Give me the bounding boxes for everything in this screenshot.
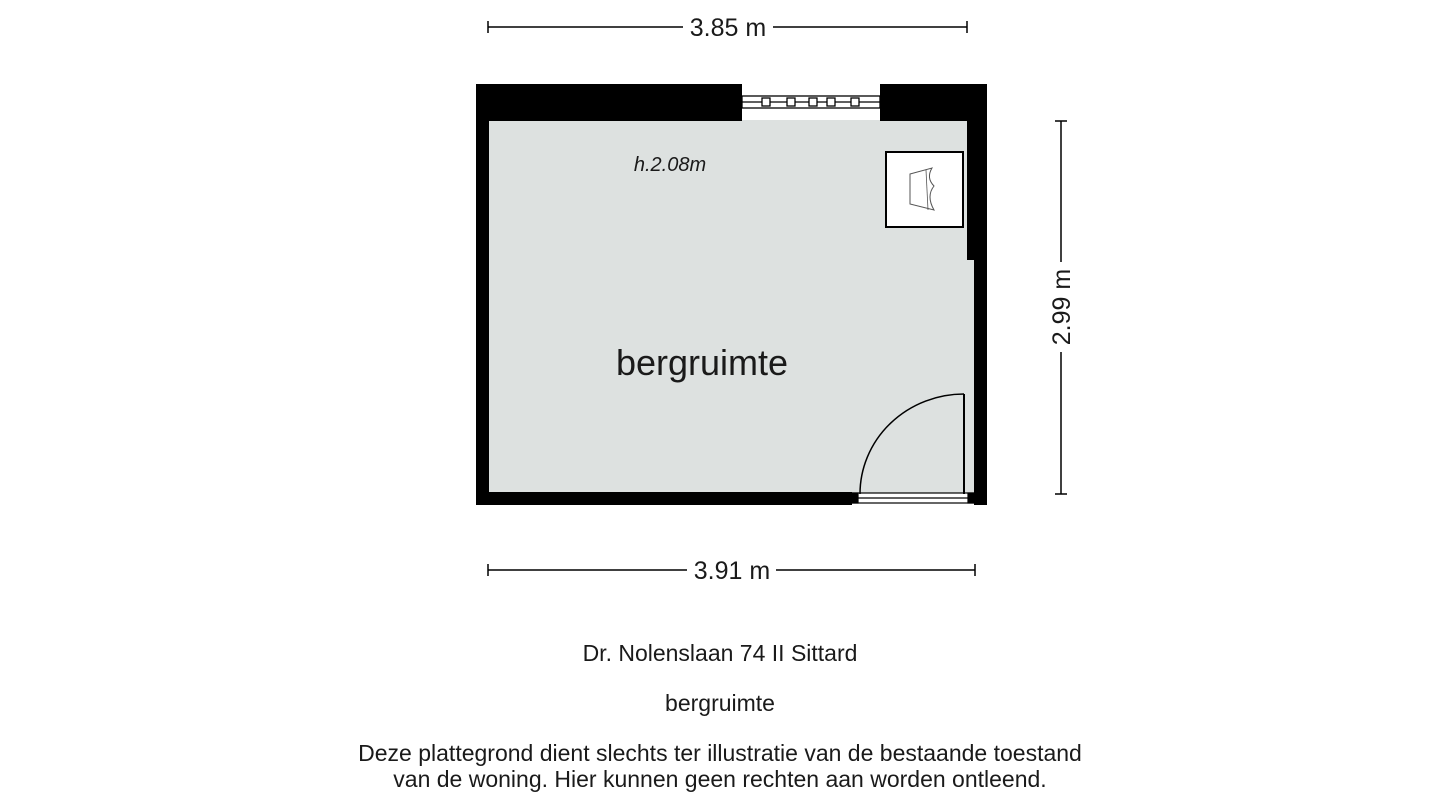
wall-left	[476, 84, 489, 505]
wall-right-upper	[967, 84, 987, 260]
dimension-top-label: 3.85 m	[689, 14, 767, 42]
dimension-bottom-label: 3.91 m	[693, 557, 771, 585]
wall-right-lower	[974, 258, 987, 505]
address-caption: Dr. Nolenslaan 74 II Sittard	[582, 640, 858, 666]
wall-top-left	[476, 84, 742, 121]
room-caption: bergruimte	[665, 690, 775, 716]
dimension-right-label: 2.99 m	[1048, 268, 1076, 346]
disclaimer-line-1: Deze plattegrond dient slechts ter illustratie van de bestaande toestand	[358, 740, 1082, 766]
door-threshold	[852, 493, 974, 503]
window-top	[742, 96, 880, 108]
storage-unit-icon	[886, 152, 963, 227]
disclaimer-line-2: van de woning. Hier kunnen geen rechten aan worden ontleend.	[393, 766, 1047, 792]
ceiling-height-label: h.2.08m	[633, 154, 707, 176]
room-label: bergruimte	[615, 342, 789, 383]
wall-bottom	[476, 492, 852, 505]
disclaimer	[0, 740, 1440, 792]
